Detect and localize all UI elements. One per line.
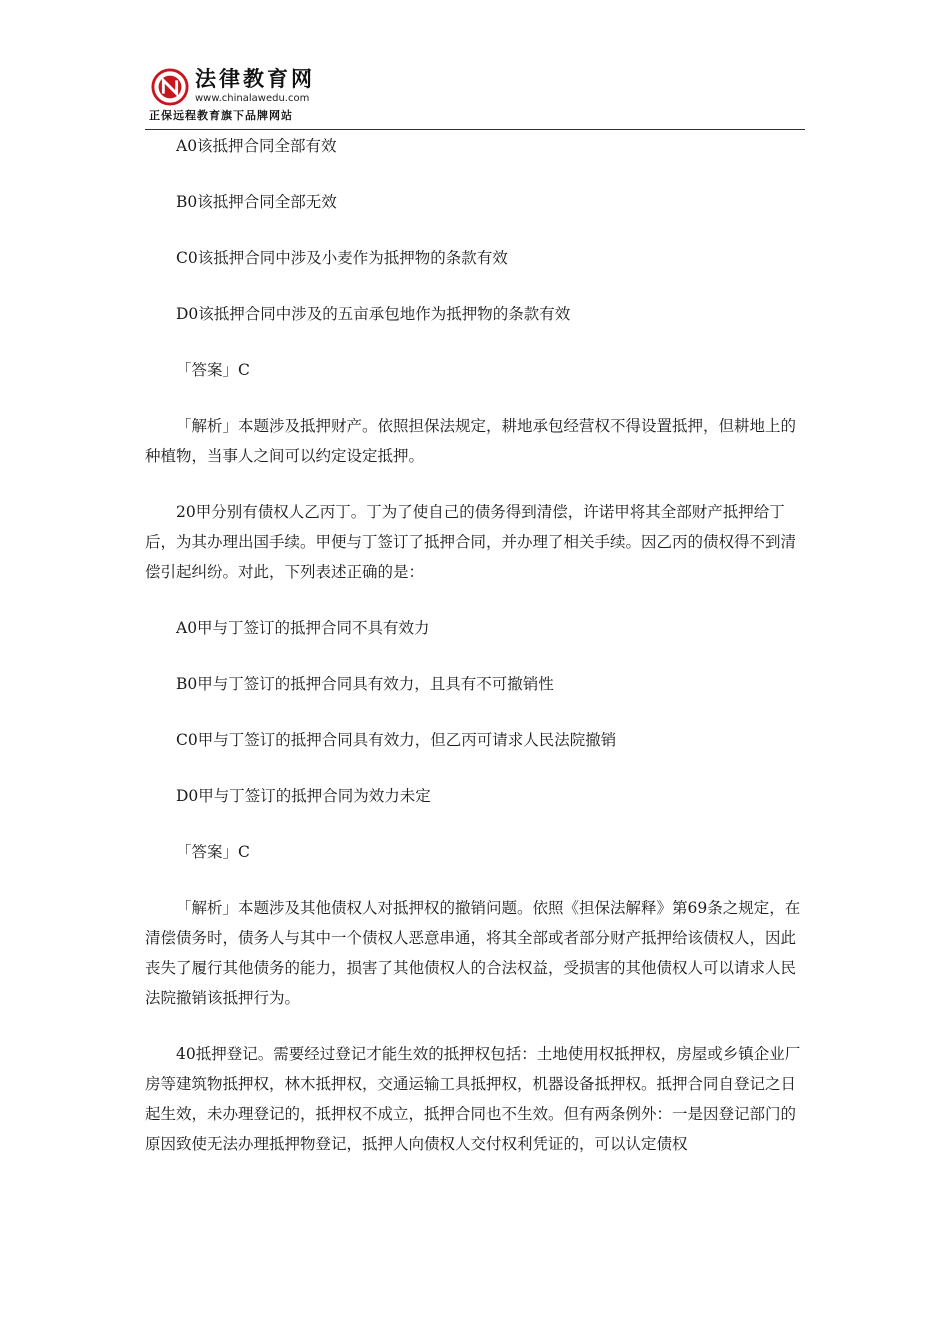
option-c-q1: C0该抵押合同中涉及小麦作为抵押物的条款有效 bbox=[176, 249, 508, 267]
option-c-q2: C0甲与丁签订的抵押合同具有效力，但乙丙可请求人民法院撤销 bbox=[176, 731, 617, 749]
option-d-q1: D0该抵押合同中涉及的五亩承包地作为抵押物的条款有效 bbox=[176, 305, 571, 323]
site-slogan: 正保远程教育旗下品牌网站 bbox=[149, 109, 293, 122]
site-name: 法律教育网 bbox=[195, 67, 315, 91]
analysis-q2: 「解析」本题涉及其他债权人对抵押权的撤销问题。依照《担保法解释》第69条之规定，在清偿债务时，债务人与其中一个债权人恶意串通，将其全部或者部分财产抵押给该债权人，因此丧失了履行其他债务的能力，损害了其他债权人的合法权益，受损害的其他债权人可以请求人民法院撤销该抵押行为。 bbox=[145, 899, 801, 1007]
option-d-q2: D0甲与丁签订的抵押合同为效力未定 bbox=[176, 787, 431, 805]
law-education-logo-icon bbox=[151, 68, 189, 106]
answer-q1: 「答案」C bbox=[176, 361, 250, 379]
option-b-q1: B0该抵押合同全部无效 bbox=[176, 193, 337, 211]
option-a-q2: A0甲与丁签订的抵押合同不具有效力 bbox=[176, 619, 430, 637]
question-2: 20甲分别有债权人乙丙丁。丁为了使自己的债务得到清偿，许诺甲将其全部财产抵押给丁后，为其办理出国手续。甲便与丁签订了抵押合同，并办理了相关手续。因乙丙的债权得不到清偿引起纠纷。对此，下列表述正确的是： bbox=[145, 503, 797, 581]
analysis-q1: 「解析」本题涉及抵押财产。依照担保法规定，耕地承包经营权不得设置抵押，但耕地上的种植物，当事人之间可以约定设定抵押。 bbox=[145, 417, 797, 465]
answer-q2: 「答案」C bbox=[176, 843, 250, 861]
option-b-q2: B0甲与丁签订的抵押合同具有效力，且具有不可撤销性 bbox=[176, 675, 554, 693]
document-body bbox=[145, 130, 807, 1159]
option-a-q1: A0该抵押合同全部有效 bbox=[176, 137, 337, 155]
site-url[interactable]: www.chinalawedu.com bbox=[195, 93, 310, 104]
section-mortgage-registration: 40抵押登记。需要经过登记才能生效的抵押权包括：土地使用权抵押权，房屋或乡镇企业厂房等建筑物抵押权，林木抵押权，交通运输工具抵押权，机器设备抵押权。抵押合同自登记之日起生效，未办理登记的，抵押权不成立，抵押合同也不生效。但有两条例外：一是因登记部门的原因致使无法办理抵押物登记，抵押人向债权人交付权利凭证的，可以认定债权 bbox=[145, 1045, 801, 1153]
page-header bbox=[145, 66, 805, 130]
